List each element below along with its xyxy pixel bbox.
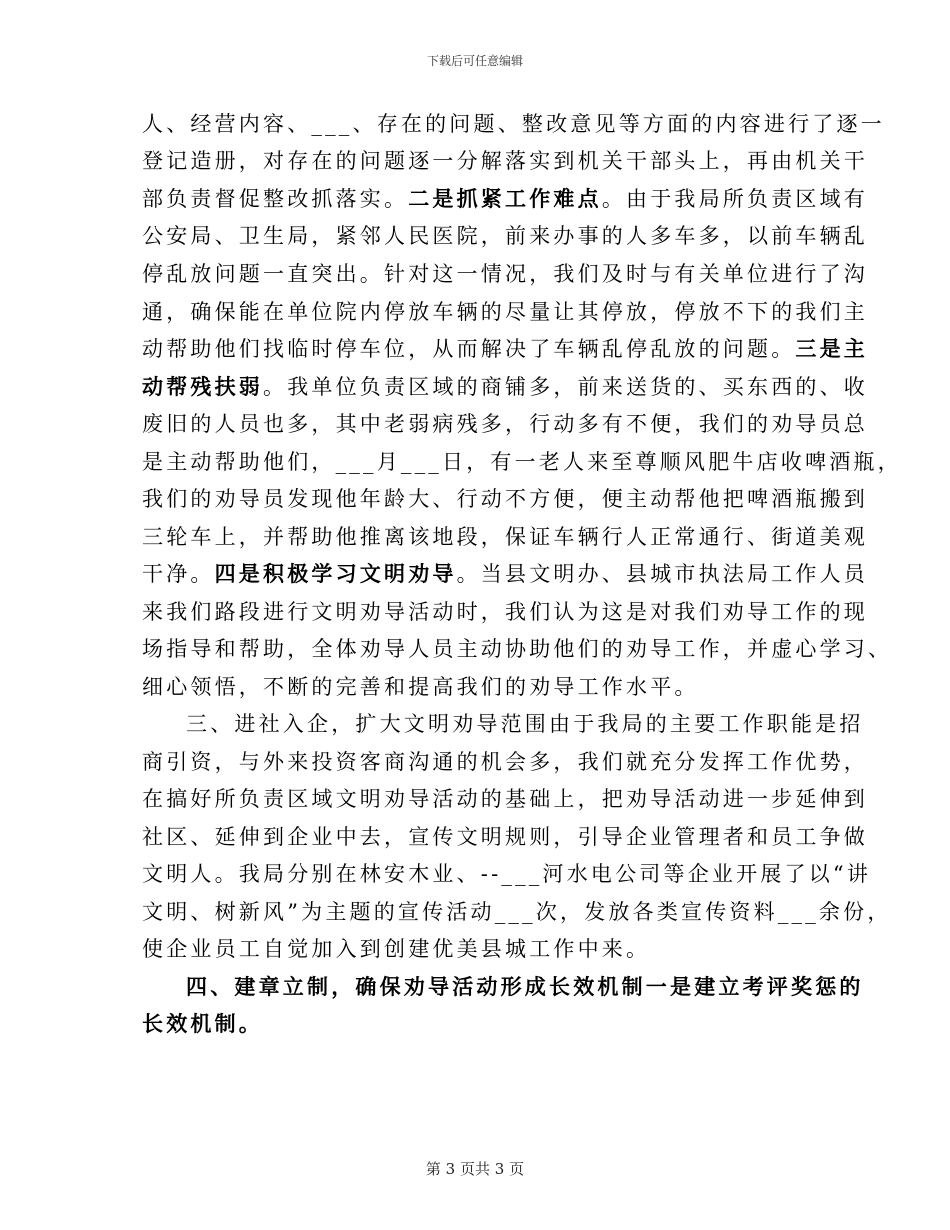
text-line [142,375,868,399]
text-line [142,937,650,961]
text-run: 文明、树新风”为主题的宣传活动___次，发放各类宣传资料___余份， [142,900,892,924]
text-run: 干净。 [142,562,215,586]
text-run: 社区、延伸到企业中去，宣传文明规则，引导企业管理者和员工争做 [142,825,868,849]
text-line [142,187,868,211]
bold-text-run: 四、建章立制，确保劝导活动形成长效机制一是建立考评奖惩的 [186,974,864,999]
text-line [142,900,892,924]
text-run: 公安局、卫生局，紧邻人民医院，前来办事的人多车多，以前车辆乱 [142,224,868,248]
text-line [142,1012,263,1036]
text-line [142,525,868,549]
text-line [142,487,868,511]
text-line [186,975,864,999]
text-line [142,224,868,248]
text-run: 。由于我局所负责区域有 [601,187,869,211]
text-run: 是主动帮助他们，___月___日，有一老人来至尊顺风肥牛店收啤酒瓶， [142,450,902,474]
text-run: 细心领悟，不断的完善和提高我们的劝导工作水平。 [142,675,699,699]
page-footer: 第 3 页共 3 页 [425,1160,525,1178]
text-line [142,600,868,624]
text-line [142,112,885,136]
page-header: 下载后可任意编辑 [426,54,523,68]
text-run: 登记造册，对存在的问题逐一分解落实到机关干部头上，再由机关干 [142,149,868,173]
text-run: 在搞好所负责区域文明劝导活动的基础上，把劝导活动进一步延伸到 [142,787,868,811]
text-line [142,337,868,361]
text-line [142,825,868,849]
text-line [142,412,868,436]
text-line [186,712,864,736]
text-run: 文明人。我局分别在林安木业、--___河水电公司等企业开展了以“讲 [142,862,872,886]
text-line [142,862,871,886]
text-line [142,787,868,811]
text-run: 人、经营内容、___、存在的问题、整改意见等方面的内容进行了逐一 [142,112,885,136]
text-run: 动帮助他们找临时停车位，从而解决了车辆乱停乱放的问题。 [142,337,796,361]
text-run: 废旧的人员也多，其中老弱病残多，行动多有不便，我们的劝导员总 [142,412,868,436]
text-line [142,149,868,173]
bold-text-run: 动帮残扶弱 [142,374,263,399]
text-run: 。我单位负责区域的商铺多，前来送货的、买东西的、收 [263,375,868,399]
bold-text-run: 三是主 [795,336,869,361]
bold-text-run: 二是抓紧工作难点 [408,186,602,211]
text-run: 来我们路段进行文明劝导活动时，我们认为这是对我们劝导工作的现 [142,600,868,624]
text-line [142,750,868,774]
text-run: 三轮车上，并帮助他推离该地段，保证车辆行人正常通行、街道美观 [142,525,868,549]
text-run: 我们的劝导员发现他年龄大、行动不方便，便主动帮他把啤酒瓶搬到 [142,487,868,511]
text-line [142,637,892,661]
text-line [142,675,699,699]
text-run: 部负责督促整改抓落实。 [142,187,409,211]
text-run: 三、进社入企，扩大文明劝导范围由于我局的主要工作职能是招 [186,712,864,736]
text-run: 使企业员工自觉加入到创建优美县城工作中来。 [142,937,651,961]
text-run: 。当县文明办、县城市执法局工作人员 [456,562,869,586]
bold-text-run: 四是积极学习文明劝导 [214,561,457,586]
text-run: 场指导和帮助，全体劝导人员主动协助他们的劝导工作，并虚心学习、 [142,637,893,661]
text-line [142,562,868,586]
text-line [142,300,868,324]
text-run: 通，确保能在单位院内停放车辆的尽量让其停放，停放不下的我们主 [142,300,868,324]
bold-text-run: 长效机制。 [142,1011,263,1036]
text-run: 商引资，与外来投资客商沟通的机会多，我们就充分发挥工作优势， [142,750,868,774]
text-run: 停乱放问题一直突出。针对这一情况，我们及时与有关单位进行了沟 [142,262,868,286]
text-line [142,262,868,286]
text-line [142,450,902,474]
